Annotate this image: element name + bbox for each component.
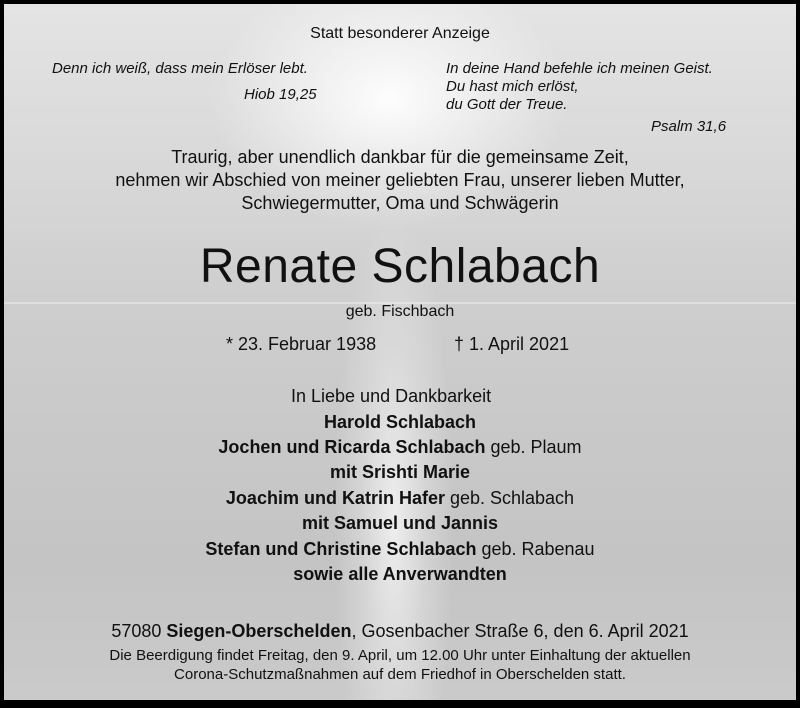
mourner-row-2: [4, 437, 796, 459]
mourner-row-6-names: Stefan und Christine Schlabach: [205, 539, 477, 559]
address-rest: , Gosenbacher Straße 6, den 6. April 2021: [351, 621, 689, 641]
mourner-row-6-maiden: geb. Rabenau: [476, 539, 595, 559]
mourner-row-6: [4, 539, 796, 561]
mourner-row-1: Harold Schlabach: [323, 412, 477, 432]
deceased-name: Renate Schlabach: [199, 240, 601, 293]
intro-line2: nehmen wir Abschied von meiner geliebten Frau, unserer lieben Mutter,: [115, 170, 685, 190]
intro-line3: Schwiegermutter, Oma und Schwägerin: [241, 193, 559, 213]
mourners-heading: In Liebe und Dankbarkeit: [291, 386, 492, 406]
funeral-line1: Die Beerdigung findet Freitag, den 9. April, um 12.00 Uhr unter Einhaltung der aktuellen: [109, 647, 691, 664]
mourner-row-4: [4, 488, 796, 510]
intro-line1: Traurig, aber unendlich dankbar für die gemeinsame Zeit,: [171, 147, 629, 167]
death-date: † 1. April 2021: [454, 334, 570, 354]
mourner-row-4-names: Joachim und Katrin Hafer: [225, 488, 445, 508]
birth-date: * 23. Februar 1938: [226, 334, 377, 354]
mourner-row-7: sowie alle Anverwandten: [293, 564, 507, 584]
address-line: [4, 621, 796, 643]
verse-right-line2: Du hast mich erlöst,: [446, 78, 579, 95]
funeral-line2: Corona-Schutzmaßnahmen auf dem Friedhof in Oberschelden statt.: [174, 666, 626, 683]
verse-left-source: Hiob 19,25: [244, 86, 317, 103]
address-zip: 57080: [111, 621, 167, 641]
address-city: Siegen-Oberschelden: [166, 621, 352, 641]
mourner-row-2-maiden: geb. Plaum: [485, 437, 582, 457]
mourner-row-4-maiden: geb. Schlabach: [444, 488, 575, 508]
mourner-row-2-names: Jochen und Ricarda Schlabach: [218, 437, 486, 457]
mourner-row-5: mit Samuel und Jannis: [301, 513, 499, 533]
header-line: Statt besonderer Anzeige: [310, 25, 490, 42]
mourner-row-3: mit Srishti Marie: [329, 462, 471, 482]
birth-name: geb. Fischbach: [345, 303, 455, 320]
verse-left-text: Denn ich weiß, dass mein Erlöser lebt.: [52, 60, 308, 77]
verse-right-source: Psalm 31,6: [651, 118, 727, 135]
verse-right-line3: du Gott der Treue.: [446, 96, 568, 113]
verse-right-line1: In deine Hand befehle ich meinen Geist.: [446, 60, 713, 77]
obituary-notice: [4, 4, 796, 700]
